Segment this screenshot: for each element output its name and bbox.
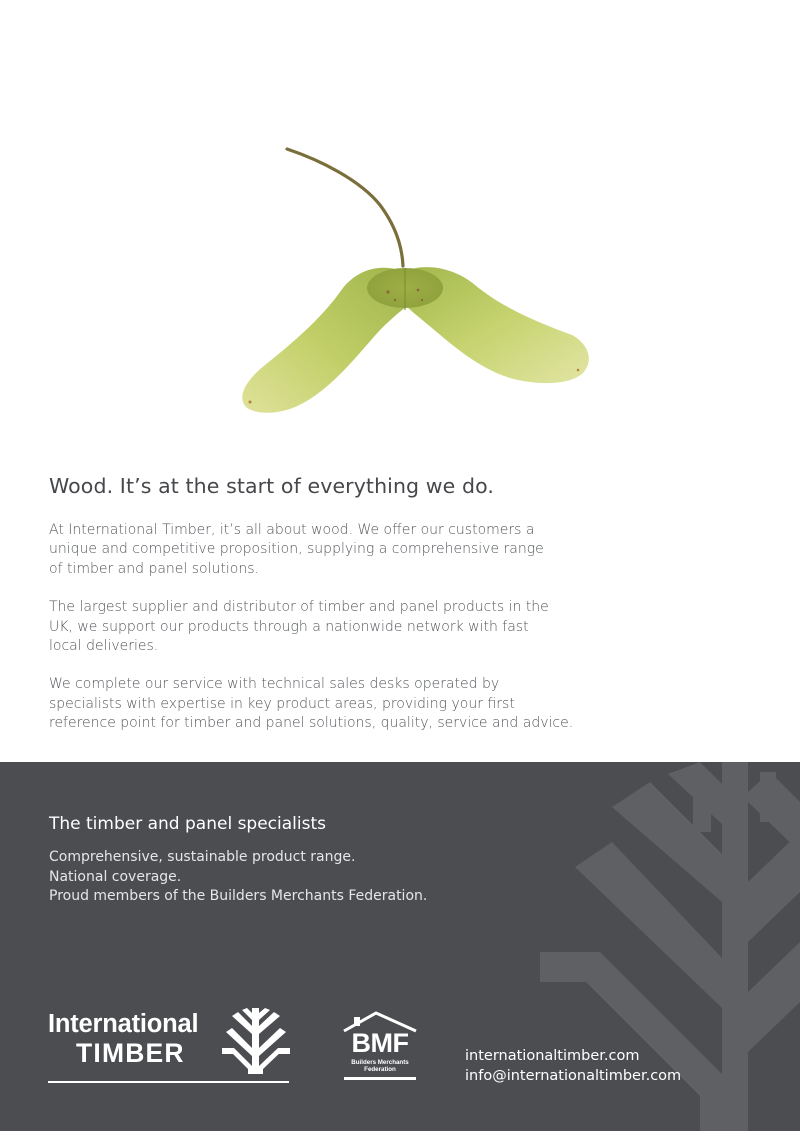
claim-item: National coverage. [49,868,182,885]
international-timber-logo [48,1008,290,1083]
email-link[interactable]: info@internationaltimber.com [465,1068,682,1084]
hero-image [0,0,800,460]
claims-list [49,848,427,907]
tagline: The timber and panel specialists [49,814,326,834]
logo-rule [48,1081,289,1083]
seed-stem [287,149,403,266]
headline: Wood. It’s at the start of everything we do. [49,474,494,498]
bmf-rule [344,1077,416,1080]
tree-mark-icon [222,1008,290,1074]
intro-paragraph-3: We complete our service with technical sales desks operated by specialists with expertise in key product areas, providing your first reference point for timber and panel solutions, quality, service and advice. [49,676,574,732]
intro-paragraph-1: At International Timber, it’s all about wood. We offer our customers a unique and competitive proposition, supplying a comprehensive range of timber and panel solutions. [49,522,544,577]
logo-word-timber: TIMBER [76,1038,185,1068]
bmf-logo [342,1011,418,1083]
contact-block [465,1046,681,1086]
logo-word-international: International [48,1010,199,1038]
claim-item: Proud members of the Builders Merchants Federation. [49,888,428,905]
bmf-letters: BMF [351,1028,409,1058]
website-link[interactable]: internationaltimber.com [465,1048,640,1064]
intro-section [49,474,574,734]
footer-band [0,762,800,1131]
intro-paragraph-2: The largest supplier and distributor of timber and panel products in the UK, we support our products through a nationwide network with fast local deliveries. [49,599,549,655]
claim-item: Comprehensive, sustainable product range. [49,849,356,865]
sycamore-seed-illustration [0,0,800,460]
bmf-subtitle: Builders Merchants Federation [351,1059,409,1073]
